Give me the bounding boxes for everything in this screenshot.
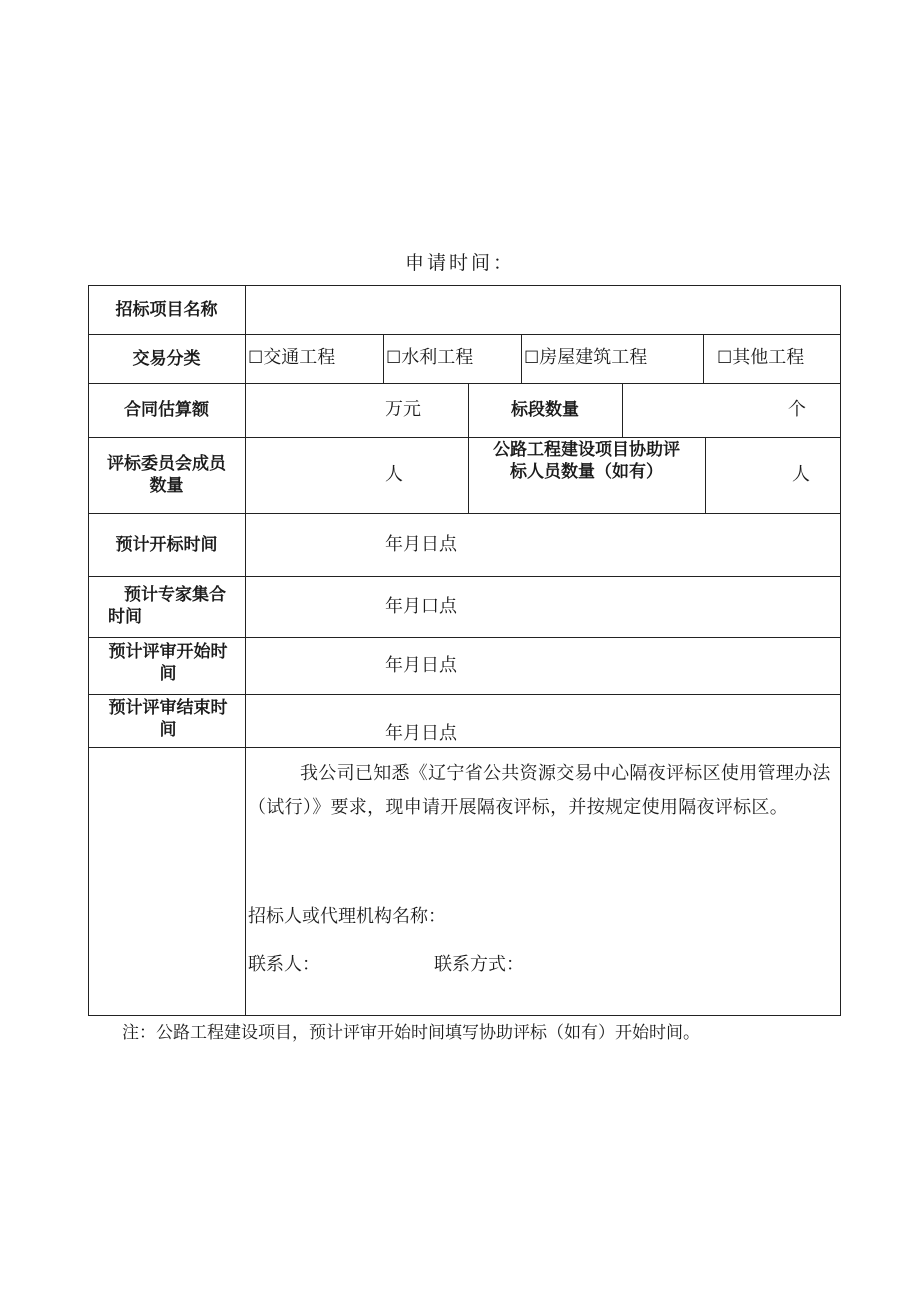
row-divider [88, 437, 841, 438]
trade-option-building[interactable] [524, 347, 647, 369]
checkbox-icon[interactable]: ☐ [248, 348, 264, 368]
row-divider [88, 383, 841, 384]
highway-assist-label-line: 标人员数量（如有） [510, 462, 663, 482]
contact-method-label: 联系方式： [434, 954, 524, 975]
column-divider [383, 334, 384, 383]
review-end-label-line: 间 [159, 720, 177, 740]
apply-time-label: 申请时间： [404, 252, 515, 274]
trade-option-label: 水利工程 [401, 347, 474, 368]
committee-members-label-line: 数量 [149, 476, 184, 496]
footnote: 注：公路工程建设项目，预计评审开始时间填写协助评标（如有）开始时间。 [122, 1023, 700, 1043]
trade-option-label: 其他工程 [732, 347, 805, 368]
highway-assist-label [468, 439, 705, 483]
review-start-label-line: 预计评审开始时 [108, 642, 228, 662]
checkbox-icon[interactable]: ☐ [386, 348, 402, 368]
row-divider [88, 637, 841, 638]
column-divider [703, 334, 704, 383]
trade-option-other[interactable] [717, 347, 804, 369]
open-time-value[interactable]: 年月日点 [385, 534, 457, 555]
row-divider [88, 513, 841, 514]
trade-type-label: 交易分类 [132, 349, 201, 369]
project-name-label: 招标项目名称 [115, 300, 218, 320]
open-time-label: 预计开标时间 [115, 535, 218, 555]
agency-name-label: 招标人或代理机构名称： [248, 906, 446, 927]
contract-amount-unit: 万元 [385, 399, 421, 420]
row-divider [88, 576, 841, 577]
review-end-label-line: 预计评审结束时 [108, 698, 228, 718]
row-divider [88, 694, 841, 695]
column-divider [622, 383, 623, 437]
checkbox-icon[interactable]: ☐ [717, 348, 733, 368]
expert-gather-label [108, 584, 245, 628]
row-divider [88, 747, 841, 748]
section-count-unit: 个 [788, 399, 806, 420]
review-start-value[interactable]: 年月日点 [385, 655, 457, 676]
expert-gather-label-line: 预计专家集合 [124, 585, 226, 605]
review-end-value[interactable]: 年月日点 [385, 723, 457, 744]
committee-members-label-line: 评标委员会成员 [107, 454, 226, 474]
column-divider [245, 285, 246, 1016]
trade-option-label: 交通工程 [263, 347, 336, 368]
highway-assist-unit: 人 [792, 464, 810, 485]
review-start-label-line: 间 [159, 664, 177, 684]
row-divider [88, 334, 841, 335]
committee-members-label [88, 453, 245, 497]
declaration-paragraph: 我公司已知悉《辽宁省公共资源交易中心隔夜评标区使用管理办法（试行）》要求，现申请开展隔夜评标，并按规定使用隔夜评标区。 [248, 763, 831, 818]
trade-option-label: 房屋建筑工程 [539, 347, 648, 368]
column-divider [705, 437, 706, 513]
project-name-field[interactable] [246, 286, 840, 334]
section-count-label: 标段数量 [511, 400, 579, 420]
highway-assist-label-line: 公路工程建设项目协助评 [493, 440, 680, 460]
contract-amount-label: 合同估算额 [124, 400, 209, 420]
expert-gather-value[interactable]: 年月口点 [385, 596, 457, 617]
trade-option-transport[interactable] [248, 347, 335, 369]
committee-members-unit: 人 [385, 464, 403, 485]
checkbox-icon[interactable]: ☐ [524, 348, 540, 368]
expert-gather-label-line: 时间 [108, 607, 142, 627]
trade-option-water[interactable] [386, 347, 473, 369]
column-divider [521, 334, 522, 383]
contact-person-label: 联系人： [248, 954, 320, 975]
review-end-label [93, 697, 243, 741]
review-start-label [93, 641, 243, 685]
